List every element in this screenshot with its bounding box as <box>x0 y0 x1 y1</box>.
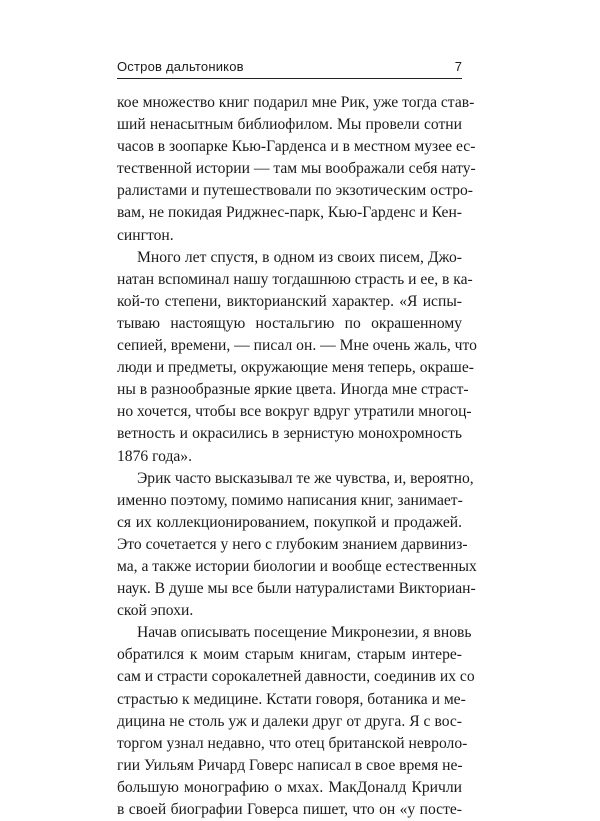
text-line: сам и страсти сорокалетней давности, соединив их со <box>117 668 475 686</box>
text-line: кой-то степени, викторианский характер. «Я испы- <box>117 292 462 310</box>
body-text <box>117 92 477 821</box>
running-head <box>117 58 462 76</box>
text-line: обратился к моим старым книгам, старым интере- <box>117 646 462 664</box>
text-line: ма, а также истории биологии и вообще естественных <box>117 557 477 575</box>
header-rule <box>117 78 462 79</box>
text-line: ший ненасытным библиофилом. Мы провели сотни <box>117 116 462 134</box>
paragraph <box>117 247 477 468</box>
text-line: сингтон. <box>117 226 174 244</box>
text-line: Это сочетается у него с глубоким знанием дарвиниз- <box>117 535 468 553</box>
text-line: страстью к медицине. Кстати говоря, ботаника и ме- <box>117 690 466 708</box>
text-line: 1876 года». <box>117 447 192 465</box>
paragraph <box>117 622 475 821</box>
text-line: натан вспоминал нашу тогдашнюю страсть и ее, в ка- <box>117 270 473 288</box>
text-line: тественной истории — там мы воображали себя нату- <box>117 160 476 178</box>
text-line: в своей биографии Говерса пишет, что он «у посте- <box>117 801 462 818</box>
text-line: гии Уильям Ричард Говерс написал в свое время не- <box>117 756 463 774</box>
text-line: кое множество книг подарил мне Рик, уже тогда став- <box>117 94 475 111</box>
text-line: наук. В душе мы все были натуралистами Викториан- <box>117 580 476 598</box>
text-line: ны в разнообразные яркие цвета. Иногда мне страст- <box>117 381 469 399</box>
text-line: сепией, времени, — писал он. — Мне очень жаль, что <box>117 337 477 355</box>
text-line: Эрик часто высказывал те же чувства, и, вероятно, <box>137 469 474 487</box>
text-line: вам, не покидая Риджнес-парк, Кью-Гарденс и Кен- <box>117 204 462 222</box>
running-title: Остров дальтоников <box>117 59 244 74</box>
text-line: ветность и окрасились в зернистую монохромность <box>117 425 462 443</box>
text-line: тываю настоящую ностальгию по окрашенному <box>117 314 462 332</box>
paragraph <box>117 92 476 247</box>
text-line: именно поэтому, помимо написания книг, занимает- <box>117 491 463 509</box>
text-line: торгом узнал недавно, что отец британской невроло- <box>117 734 468 752</box>
text-line: дицина не столь уж и далеки друг от друга. Я с вос- <box>117 712 462 730</box>
text-line: ской эпохи. <box>117 602 194 620</box>
text-line: большую монографию о мхах. МакДоналд Кричли <box>117 778 462 796</box>
text-line: люди и предметы, окружающие меня теперь, окраше- <box>117 359 474 377</box>
text-line: но хочется, чтобы все вокруг вдруг утратили многоц- <box>117 403 472 421</box>
text-line: ся их коллекционированием, покупкой и продажей. <box>117 513 462 531</box>
text-line: часов в зоопарке Кью-Гарденса и в местном музее ес- <box>117 138 476 156</box>
text-line: Много лет спустя, в одном из своих писем, Джо- <box>137 248 462 266</box>
paragraph <box>117 468 477 623</box>
text-line: ралистами и путешествовали по экзотическим остро- <box>117 182 473 200</box>
text-line: Начав описывать посещение Микронезии, я вновь <box>137 624 472 642</box>
page-number: 7 <box>454 59 462 74</box>
